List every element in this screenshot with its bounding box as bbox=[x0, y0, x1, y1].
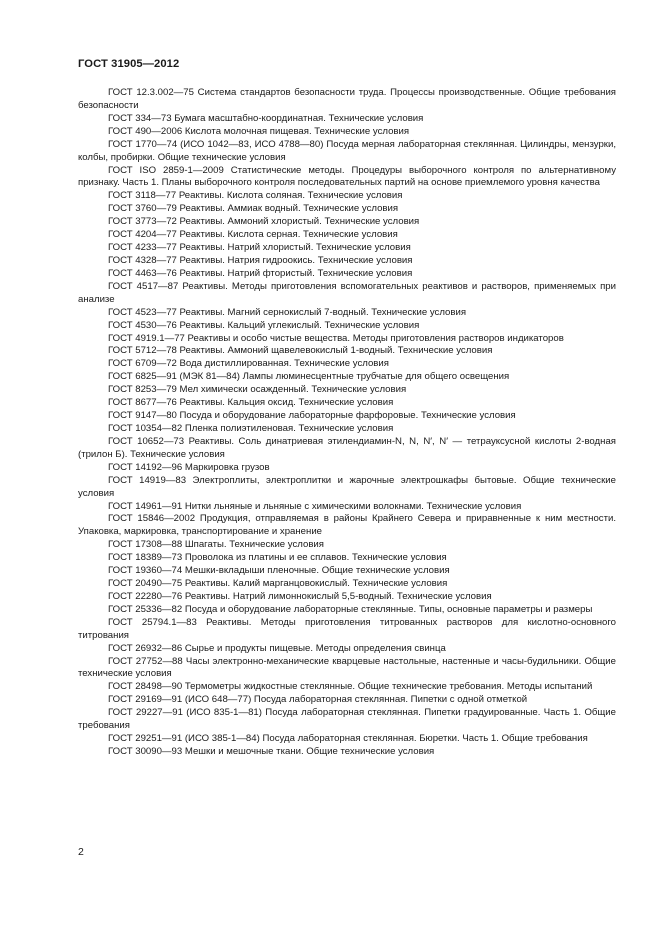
reference-item: ГОСТ 28498—90 Термометры жидкостные стеклянные. Общие технические требования. Методы испытаний bbox=[108, 681, 593, 693]
reference-item: ГОСТ 18389—73 Проволока из платины и ее сплавов. Технические условия bbox=[108, 552, 447, 564]
reference-item: ГОСТ 22280—76 Реактивы. Натрий лимоннокислый 5,5-водный. Технические условия bbox=[108, 590, 492, 602]
reference-item: ГОСТ 3773—72 Реактивы. Аммоний хлористый. Технические условия bbox=[108, 216, 420, 228]
reference-item: ГОСТ 26932—86 Сырье и продукты пищевые. Методы определения свинца bbox=[108, 642, 446, 654]
reference-item: ГОСТ 15846—2002 Продукция, отправляемая в районы Крайнего Севера и приравненные к ним местности. Упаковка, маркировка, транспортирование и хранение bbox=[78, 513, 616, 538]
reference-item: ГОСТ 4204—77 Реактивы. Кислота серная. Технические условия bbox=[108, 229, 398, 241]
reference-item: ГОСТ 9147—80 Посуда и оборудование лабораторные фарфоровые. Технические условия bbox=[108, 410, 516, 422]
reference-item: ГОСТ 17308—88 Шпагаты. Технические условия bbox=[108, 539, 324, 551]
document-header: ГОСТ 31905—2012 bbox=[78, 58, 180, 70]
reference-item: ГОСТ 30090—93 Мешки и мешочные ткани. Общие технические условия bbox=[108, 746, 435, 758]
reference-item: ГОСТ 4233—77 Реактивы. Натрий хлористый. Технические условия bbox=[108, 242, 411, 254]
reference-item: ГОСТ 29169—91 (ИСО 648—77) Посуда лабораторная стеклянная. Пипетки с одной отметкой bbox=[108, 694, 528, 706]
reference-item: ГОСТ 14961—91 Нитки льняные и льняные с химическими волокнами. Технические условия bbox=[108, 500, 522, 512]
reference-item: ГОСТ 6709—72 Вода дистиллированная. Технические условия bbox=[108, 358, 389, 370]
reference-item: ГОСТ 4463—76 Реактивы. Натрий фтористый. Технические условия bbox=[108, 267, 413, 279]
reference-item: ГОСТ 6825—91 (МЭК 81—84) Лампы люминесцентные трубчатые для общего освещения bbox=[108, 371, 510, 383]
reference-item: ГОСТ 14919—83 Электроплиты, электроплитки и жарочные электрошкафы бытовые. Общие технические условия bbox=[78, 474, 616, 499]
reference-item: ГОСТ 4919.1—77 Реактивы и особо чистые вещества. Методы приготовления растворов индикаторов bbox=[108, 332, 564, 344]
reference-item: ГОСТ 8253—79 Мел химически осажденный. Технические условия bbox=[108, 384, 407, 396]
reference-item: ГОСТ 3760—79 Реактивы. Аммиак водный. Технические условия bbox=[108, 203, 399, 215]
reference-item: ГОСТ 4328—77 Реактивы. Натрия гидроокись. Технические условия bbox=[108, 254, 413, 266]
reference-item: ГОСТ 1770—74 (ИСО 1042—83, ИСО 4788—80) Посуда мерная лабораторная стеклянная. Цилиндры, мензурки, колбы, пробирки. Общие технические условия bbox=[78, 138, 616, 163]
page-number: 2 bbox=[78, 846, 84, 858]
reference-item: ГОСТ 4523—77 Реактивы. Магний сернокислый 7-водный. Технические условия bbox=[108, 306, 467, 318]
reference-item: ГОСТ 19360—74 Мешки-вкладыши пленочные. Общие технические условия bbox=[108, 565, 450, 577]
reference-item: ГОСТ 10652—73 Реактивы. Соль динатриевая этилендиамин-N, N, N′, N′ — тетрауксусной кислоты 2-водная (трилон Б). Технические условия bbox=[78, 435, 616, 460]
reference-item: ГОСТ 10354—82 Пленка полиэтиленовая. Технические условия bbox=[108, 422, 394, 434]
reference-item: ГОСТ 14192—96 Маркировка грузов bbox=[108, 461, 270, 473]
reference-item: ГОСТ 20490—75 Реактивы. Калий марганцовокислый. Технические условия bbox=[108, 578, 448, 590]
reference-item: ГОСТ 5712—78 Реактивы. Аммоний щавелевокислый 1-водный. Технические условия bbox=[108, 345, 493, 357]
normative-references-list bbox=[78, 87, 616, 759]
reference-item: ГОСТ 29251—91 (ИСО 385-1—84) Посуда лабораторная стеклянная. Бюретки. Часть 1. Общие требования bbox=[108, 733, 588, 745]
reference-item: ГОСТ 27752—88 Часы электронно-механические кварцевые настольные, настенные и часы-будильники. Общие технические условия bbox=[78, 655, 616, 680]
reference-item: ГОСТ 490—2006 Кислота молочная пищевая. Технические условия bbox=[108, 125, 410, 137]
reference-item: ГОСТ 25336—82 Посуда и оборудование лабораторные стеклянные. Типы, основные параметры и размеры bbox=[108, 603, 593, 615]
reference-item: ГОСТ 3118—77 Реактивы. Кислота соляная. Технические условия bbox=[108, 190, 403, 202]
reference-item: ГОСТ 4530—76 Реактивы. Кальций углекислый. Технические условия bbox=[108, 319, 420, 331]
reference-item: ГОСТ 25794.1—83 Реактивы. Методы приготовления титрованных растворов для кислотно-основного титрования bbox=[78, 616, 616, 641]
reference-item: ГОСТ 29227—91 (ИСО 835-1—81) Посуда лабораторная стеклянная. Пипетки градуированные. Часть 1. Общие требования bbox=[78, 707, 616, 732]
reference-item: ГОСТ 4517—87 Реактивы. Методы приготовления вспомогательных реактивов и растворов, применяемых при анализе bbox=[78, 280, 616, 305]
reference-item: ГОСТ 12.3.002—75 Система стандартов безопасности труда. Процессы производственные. Общие требования безопасности bbox=[78, 87, 616, 111]
reference-item: ГОСТ 8677—76 Реактивы. Кальция оксид. Технические условия bbox=[108, 397, 394, 409]
reference-item: ГОСТ 334—73 Бумага масштабно-координатная. Технические условия bbox=[108, 112, 424, 124]
reference-item: ГОСТ ISO 2859-1—2009 Статистические методы. Процедуры выборочного контроля по альтернативному признаку. Часть 1. Планы выборочного контроля последовательных партий на основе приемлемого уровня качества bbox=[78, 164, 616, 189]
